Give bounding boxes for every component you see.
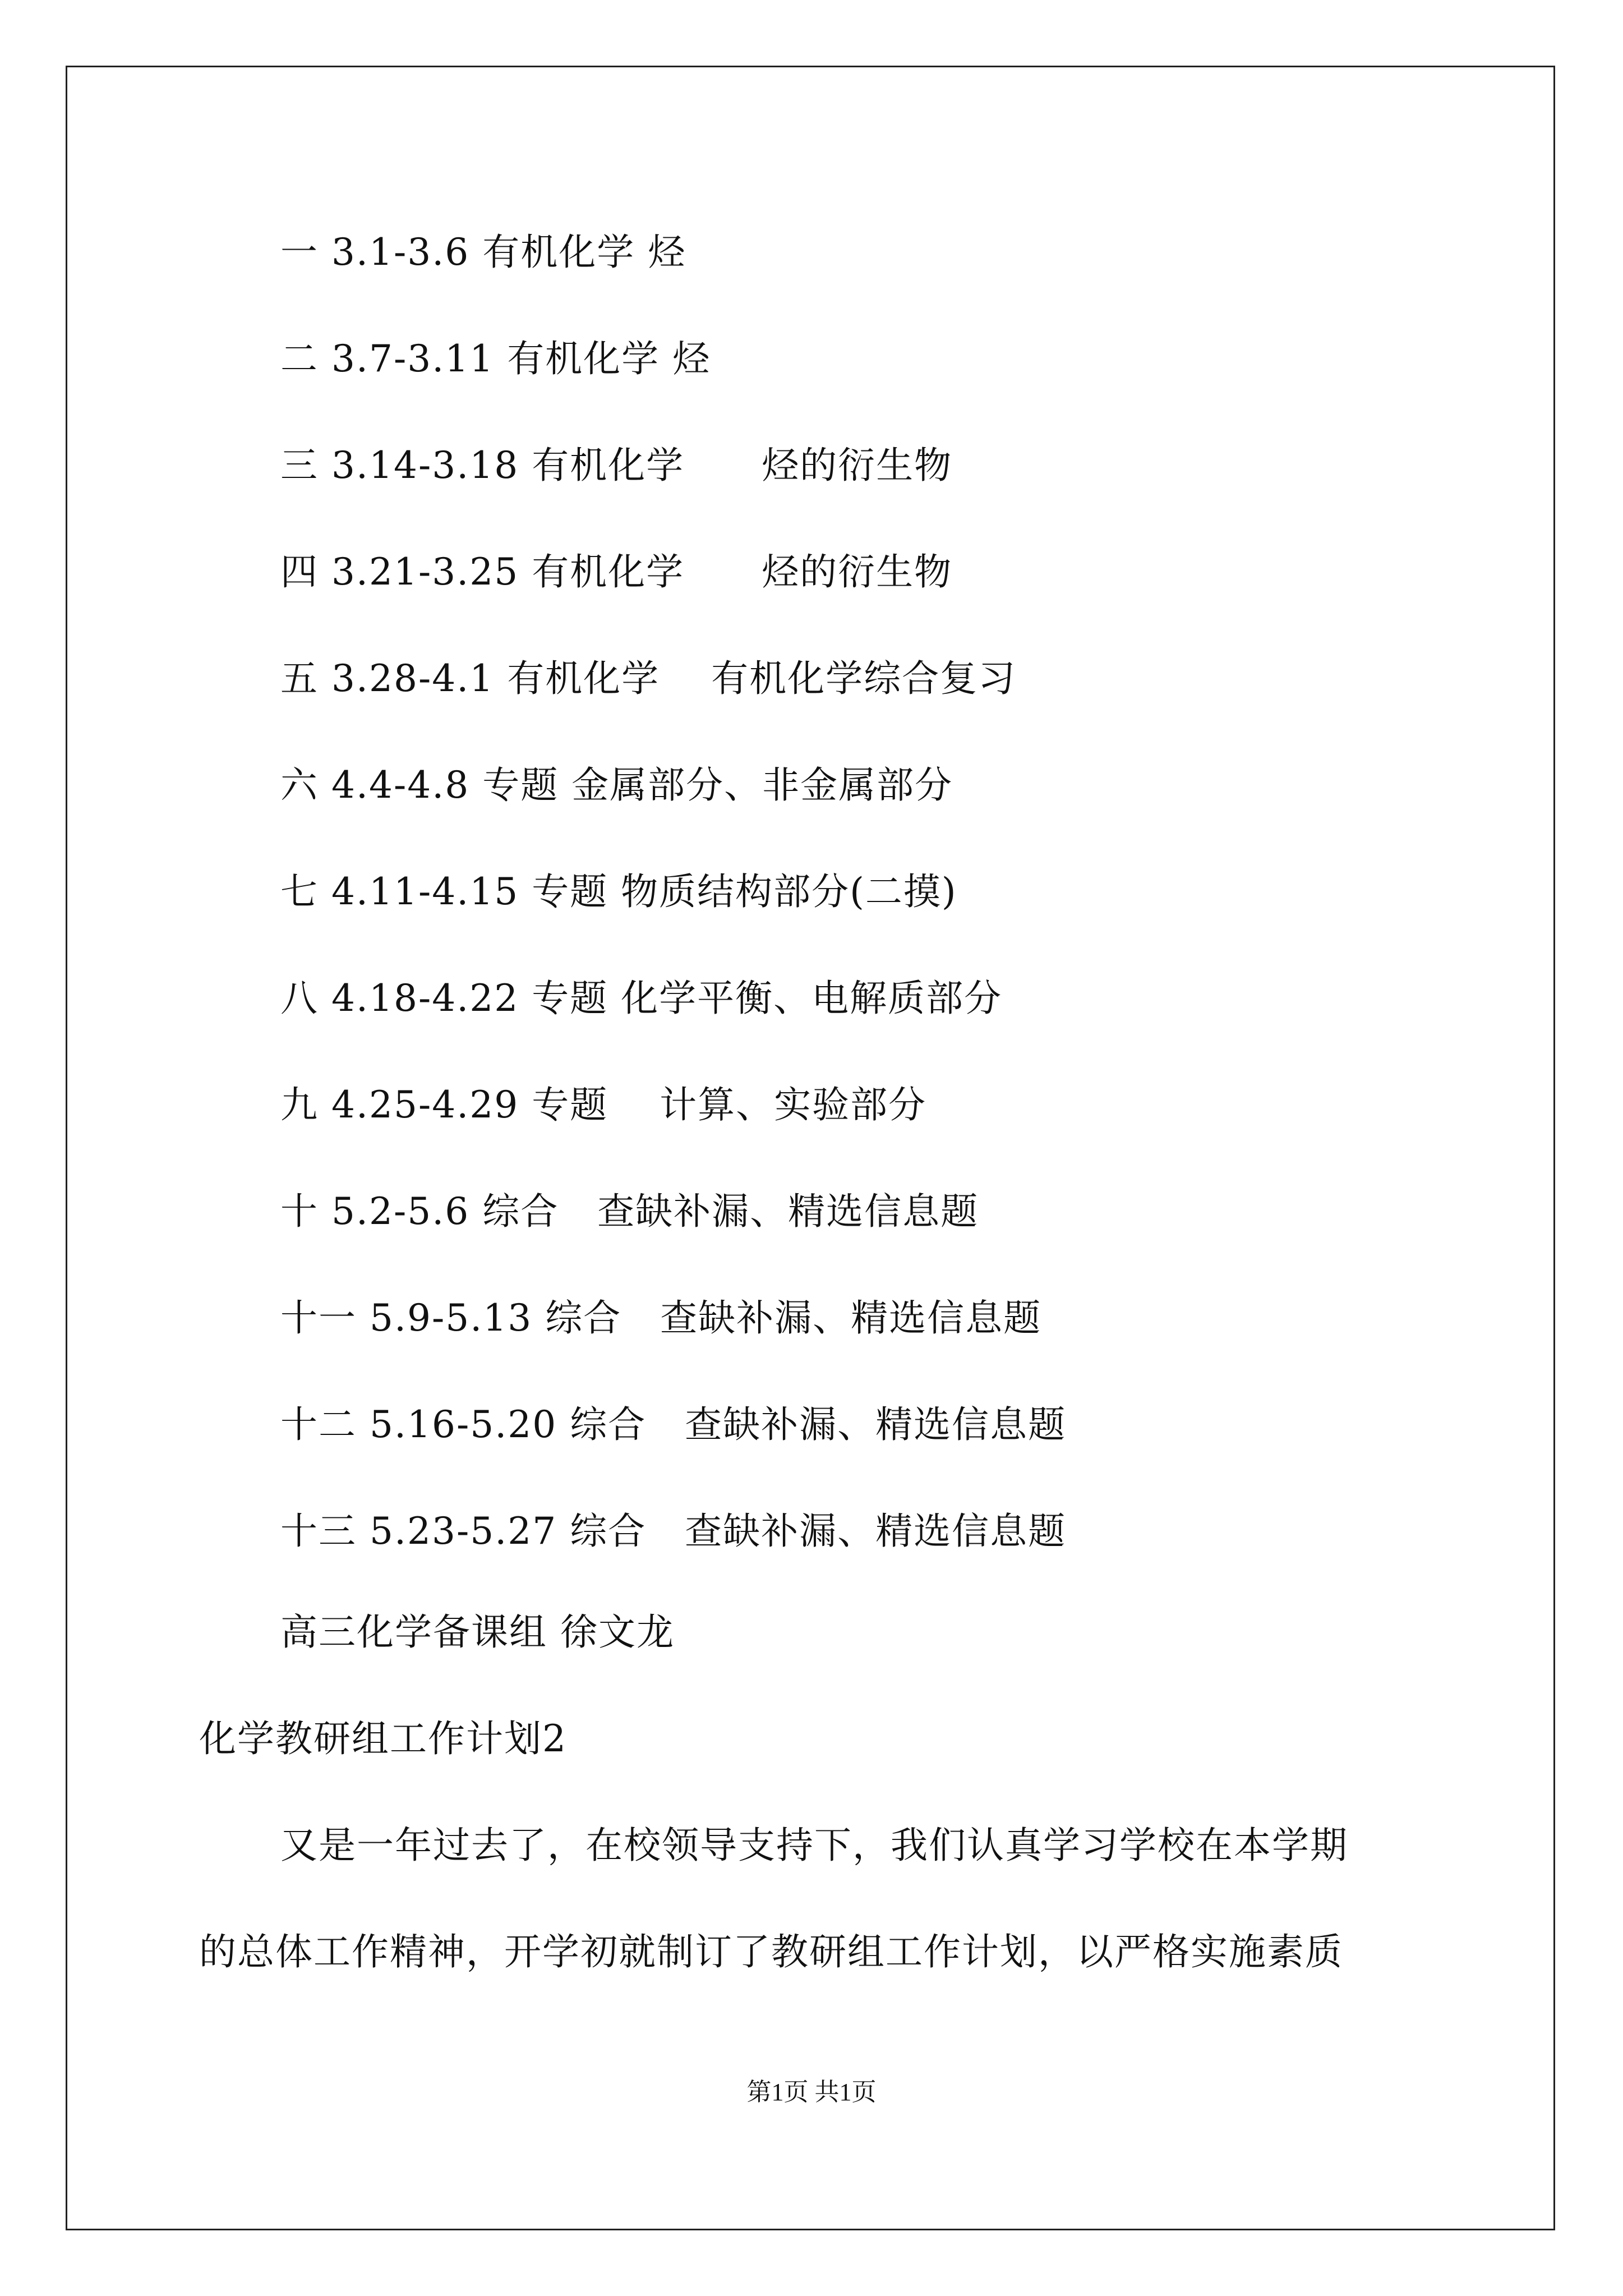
schedule-row <box>280 1184 979 1240</box>
schedule-row <box>280 1290 1041 1346</box>
schedule-row <box>280 1077 926 1133</box>
schedule-row <box>280 224 686 280</box>
week-dates: 5.2-5.6 <box>331 1190 470 1233</box>
week-number: 七 <box>280 870 319 913</box>
week-dates: 5.16-5.20 <box>369 1403 557 1446</box>
week-topic: 计算、实验部分 <box>660 1083 927 1126</box>
week-subject: 有机化学 <box>532 444 685 487</box>
week-dates: 3.1-3.6 <box>331 231 470 274</box>
week-topic: 查缺补漏、精选信息题 <box>660 1296 1042 1340</box>
week-dates: 4.25-4.29 <box>331 1083 519 1126</box>
schedule-row <box>280 651 1016 707</box>
week-gap <box>660 331 672 387</box>
week-gap <box>559 1184 597 1240</box>
week-topic: 烃的衍生物 <box>762 550 953 593</box>
week-topic: 烃 <box>648 231 686 274</box>
week-gap <box>646 1503 685 1559</box>
week-gap <box>646 1397 685 1453</box>
week-number: 十三 <box>280 1510 357 1553</box>
week-dates: 4.4-4.8 <box>331 763 470 807</box>
week-number: 六 <box>280 763 319 807</box>
week-topic: 金属部分、非金属部分 <box>571 763 953 807</box>
signature: 高三化学备课组 徐文龙 <box>280 1611 675 1654</box>
week-topic: 烃 <box>672 337 711 380</box>
week-topic: 物质结构部分(二摸) <box>621 870 957 913</box>
week-gap <box>608 970 621 1027</box>
week-dates: 3.7-3.11 <box>331 337 495 380</box>
week-topic: 查缺补漏、精选信息题 <box>597 1190 979 1233</box>
week-topic: 查缺补漏、精选信息题 <box>685 1510 1067 1553</box>
week-subject: 专题 <box>532 870 608 913</box>
week-gap <box>684 438 762 494</box>
week-dates: 4.11-4.15 <box>331 870 519 913</box>
week-number: 十一 <box>280 1296 357 1340</box>
week-number: 八 <box>280 977 319 1020</box>
week-subject: 综合 <box>570 1403 647 1446</box>
week-number: 五 <box>280 657 319 700</box>
schedule-row <box>280 1503 1066 1559</box>
page-border <box>66 66 1555 2230</box>
week-topic: 有机化学综合复习 <box>711 657 1017 700</box>
week-gap <box>621 1290 660 1346</box>
week-subject: 有机化学 <box>482 231 635 274</box>
week-gap <box>559 757 571 813</box>
week-subject: 有机化学 <box>507 337 660 380</box>
week-subject: 专题 <box>532 977 608 1020</box>
week-number: 十二 <box>280 1403 357 1446</box>
week-gap <box>684 544 762 600</box>
week-subject: 综合 <box>545 1296 622 1340</box>
week-subject: 有机化学 <box>507 657 660 700</box>
week-topic: 查缺补漏、精选信息题 <box>685 1403 1067 1446</box>
week-number: 一 <box>280 231 319 274</box>
week-topic: 化学平衡、电解质部分 <box>621 977 1003 1020</box>
schedule-row <box>280 864 957 920</box>
week-subject: 专题 <box>482 763 559 807</box>
schedule-row <box>280 757 953 813</box>
week-dates: 4.18-4.22 <box>331 977 519 1020</box>
schedule-row <box>280 438 952 494</box>
week-number: 九 <box>280 1083 319 1126</box>
week-dates: 5.9-5.13 <box>369 1296 533 1340</box>
week-number: 三 <box>280 444 319 487</box>
schedule-row <box>280 970 1002 1027</box>
schedule-row <box>280 544 952 600</box>
week-dates: 3.14-3.18 <box>331 444 519 487</box>
week-number: 四 <box>280 550 319 593</box>
week-subject: 综合 <box>482 1190 559 1233</box>
week-subject: 专题 <box>532 1083 608 1126</box>
week-dates: 3.28-4.1 <box>331 657 495 700</box>
schedule-row <box>280 1397 1066 1453</box>
week-subject: 综合 <box>570 1510 647 1553</box>
week-subject: 有机化学 <box>532 550 685 593</box>
paragraph-line-1: 又是一年过去了，在校领导支持下，我们认真学习学校在本学期 <box>280 1824 1348 1867</box>
week-dates: 3.21-3.25 <box>331 550 519 593</box>
week-topic: 烃的衍生物 <box>762 444 953 487</box>
schedule-row <box>280 331 711 387</box>
week-number: 二 <box>280 337 319 380</box>
week-number: 十 <box>280 1190 319 1233</box>
week-dates: 5.23-5.27 <box>369 1510 557 1553</box>
week-gap <box>608 864 621 920</box>
page-footer: 第1页 共1页 <box>746 2078 877 2106</box>
week-gap <box>608 1077 660 1133</box>
paragraph-line-2: 的总体工作精神，开学初就制订了教研组工作计划，以严格实施素质 <box>199 1930 1343 1973</box>
week-gap <box>635 224 648 280</box>
week-gap <box>660 651 711 707</box>
section-title: 化学教研组工作计划2 <box>199 1717 567 1760</box>
